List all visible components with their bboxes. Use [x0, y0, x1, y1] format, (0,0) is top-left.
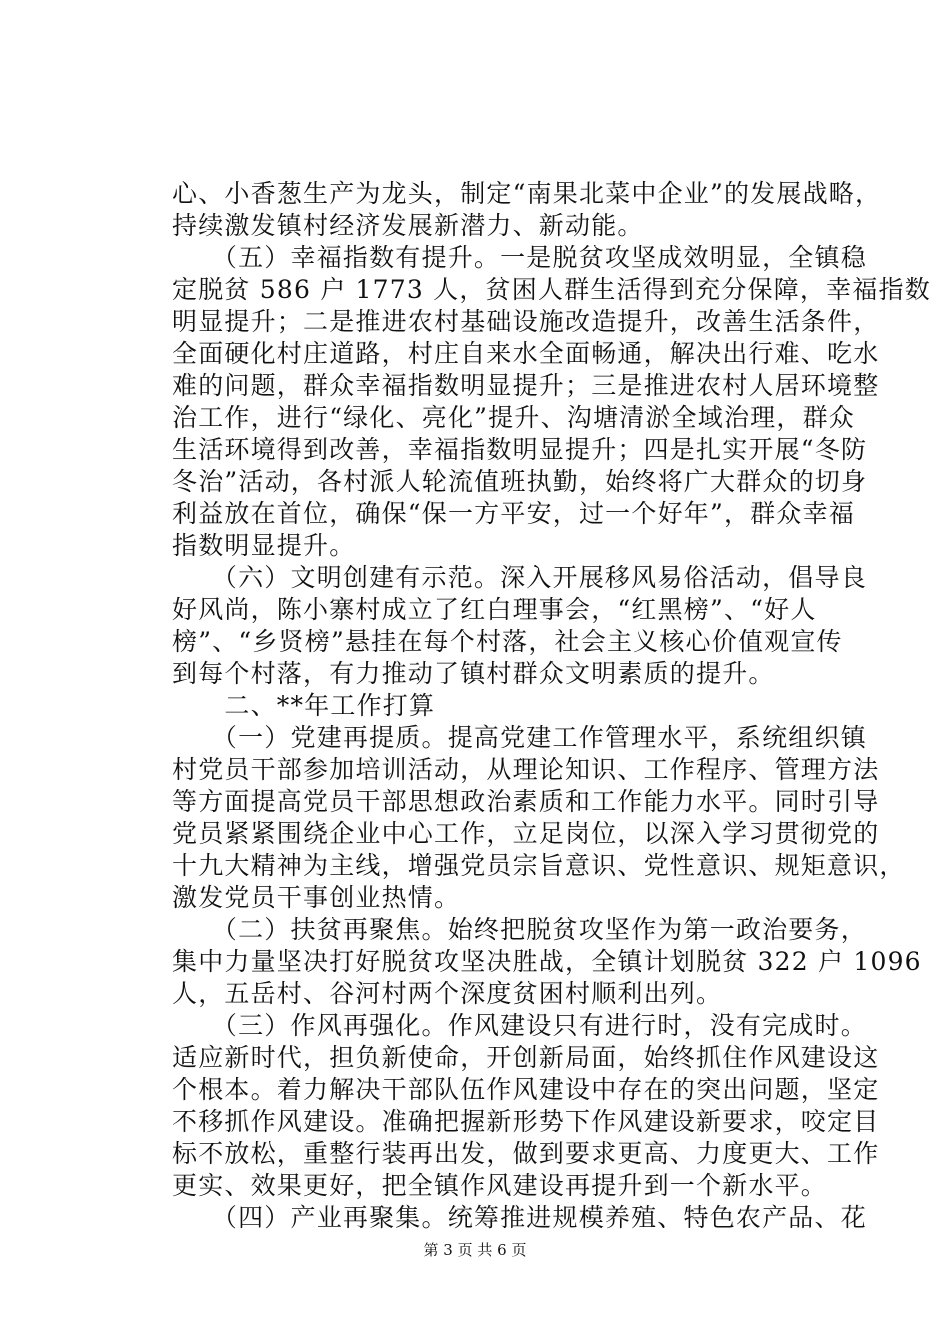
page-footer: 第 3 页 共 6 页 — [423, 1241, 527, 1259]
text-line: 榜”、“乡贤榜”悬挂在每个村落，社会主义核心价值观宣传 — [172, 627, 843, 656]
text-line: 心、小香葱生产为龙头，制定“南果北菜中企业”的发展战略， — [172, 179, 882, 208]
text-line: 全面硬化村庄道路，村庄自来水全面畅通，解决出行难、吃水 — [172, 339, 880, 368]
section-heading: 二、**年工作打算 — [172, 691, 436, 720]
text-line: 明显提升；二是推进农村基础设施改造提升，改善生活条件， — [172, 307, 880, 336]
text-line: （二）扶贫再聚焦。始终把脱贫攻坚作为第一政治要务， — [172, 915, 867, 944]
text-line: （六）文明创建有示范。深入开展移风易俗活动，倡导良 — [172, 563, 867, 592]
text-line: 冬治”活动，各村派人轮流值班执勤，始终将广大群众的切身 — [172, 467, 868, 496]
text-line: 好风尚，陈小寨村成立了红白理事会，“红黑榜”、“好人 — [172, 595, 817, 624]
text-line: 村党员干部参加培训活动，从理论知识、工作程序、管理方法 — [172, 755, 880, 784]
text-line: （五）幸福指数有提升。一是脱贫攻坚成效明显，全镇稳 — [172, 243, 867, 272]
text-line: 个根本。着力解决干部队伍作风建设中存在的突出问题，坚定 — [172, 1075, 880, 1104]
text-line: （一）党建再提质。提高党建工作管理水平，系统组织镇 — [172, 723, 867, 752]
text-line: 利益放在首位，确保“保一方平安，过一个好年”，群众幸福 — [172, 499, 855, 528]
text-line: 到每个村落，有力推动了镇村群众文明素质的提升。 — [172, 659, 775, 688]
text-line: 定脱贫 586 户 1773 人，贫困人群生活得到充分保障，幸福指数 — [172, 275, 931, 304]
text-line: 适应新时代，担负新使命，开创新局面，始终抓住作风建设这 — [172, 1043, 880, 1072]
text-line: 激发党员干事创业热情。 — [172, 883, 461, 912]
text-line: 指数明显提升。 — [172, 531, 356, 560]
text-line: 十九大精神为主线，增强党员宗旨意识、党性意识、规矩意识， — [172, 851, 906, 880]
text-line: 集中力量坚决打好脱贫攻坚决胜战，全镇计划脱贫 322 户 1096 — [172, 947, 922, 976]
text-line: 标不放松，重整行装再出发，做到要求更高、力度更大、工作 — [172, 1139, 880, 1168]
text-line: 不移抓作风建设。准确把握新形势下作风建设新要求，咬定目 — [172, 1107, 880, 1136]
text-line: （三）作风再强化。作风建设只有进行时，没有完成时。 — [172, 1011, 867, 1040]
text-line: 人，五岳村、谷河村两个深度贫困村顺利出列。 — [172, 979, 723, 1008]
text-line: 党员紧紧围绕企业中心工作，立足岗位，以深入学习贯彻党的 — [172, 819, 880, 848]
text-line: 等方面提高党员干部思想政治素质和工作能力水平。同时引导 — [172, 787, 880, 816]
text-line: 治工作，进行“绿化、亮化”提升、沟塘清淤全域治理，群众 — [172, 403, 855, 432]
text-line: 生活环境得到改善，幸福指数明显提升；四是扎实开展“冬防 — [172, 435, 868, 464]
text-line: （四）产业再聚集。统筹推进规模养殖、特色农产品、花 — [172, 1203, 867, 1232]
text-line: 更实、效果更好，把全镇作风建设再提升到一个新水平。 — [172, 1171, 828, 1200]
text-line: 持续激发镇村经济发展新潜力、新动能。 — [172, 211, 644, 240]
text-line: 难的问题，群众幸福指数明显提升；三是推进农村人居环境整 — [172, 371, 880, 400]
